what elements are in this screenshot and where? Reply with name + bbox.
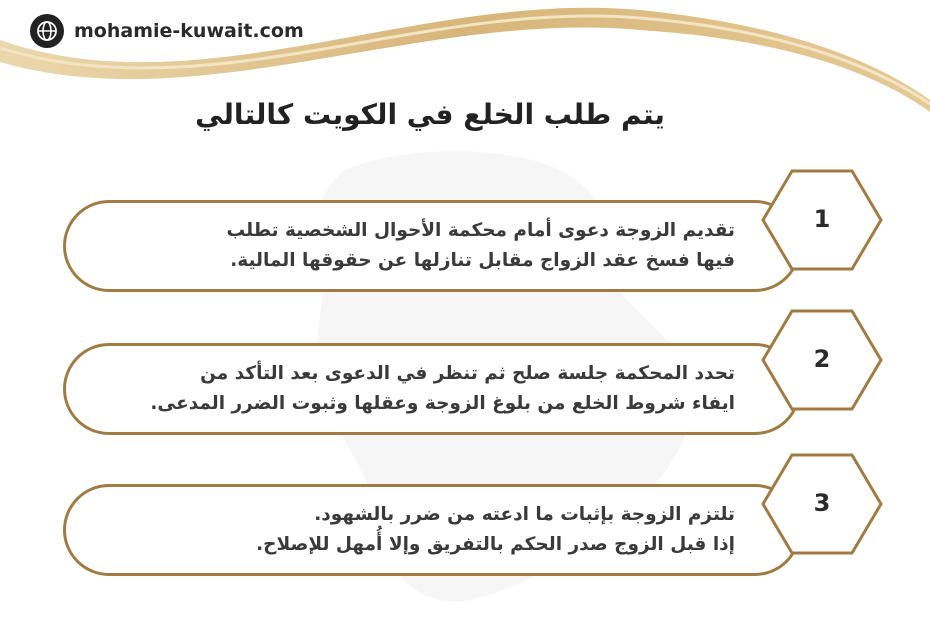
step-1-line-2: فيها فسخ عقد الزواج مقابل تنازلها عن حقوقها المالية. [230, 250, 735, 271]
step-2-line-1: تحدد المحكمة جلسة صلح ثم تنظر في الدعوى بعد التأكد من [200, 363, 735, 384]
site-url: mohamie-kuwait.com [74, 20, 304, 42]
step-2-line-2: ايفاء شروط الخلع من بلوغ الزوجة وعقلها وثبوت الضرر المدعى. [150, 393, 735, 414]
globe-icon [30, 14, 64, 48]
step-1-text [85, 216, 735, 276]
step-2-number: 2 [813, 345, 831, 373]
step-3-number: 3 [813, 489, 831, 517]
step-3-line-1: تلتزم الزوجة بإثبات ما ادعته من ضرر بالشهود. [314, 504, 735, 525]
page-title: يتم طلب الخلع في الكويت كالتالي [195, 98, 665, 131]
step-3-line-2: إذا قبل الزوج صدر الحكم بالتفريق وإلا أُمهل للإصلاح. [256, 534, 735, 555]
site-brand[interactable] [30, 14, 304, 48]
step-1-number: 1 [813, 205, 831, 233]
step-1-line-1: تقديم الزوجة دعوى أمام محكمة الأحوال الشخصية تطلب [226, 220, 735, 241]
step-3-text [85, 500, 735, 560]
step-2-text [85, 359, 735, 419]
